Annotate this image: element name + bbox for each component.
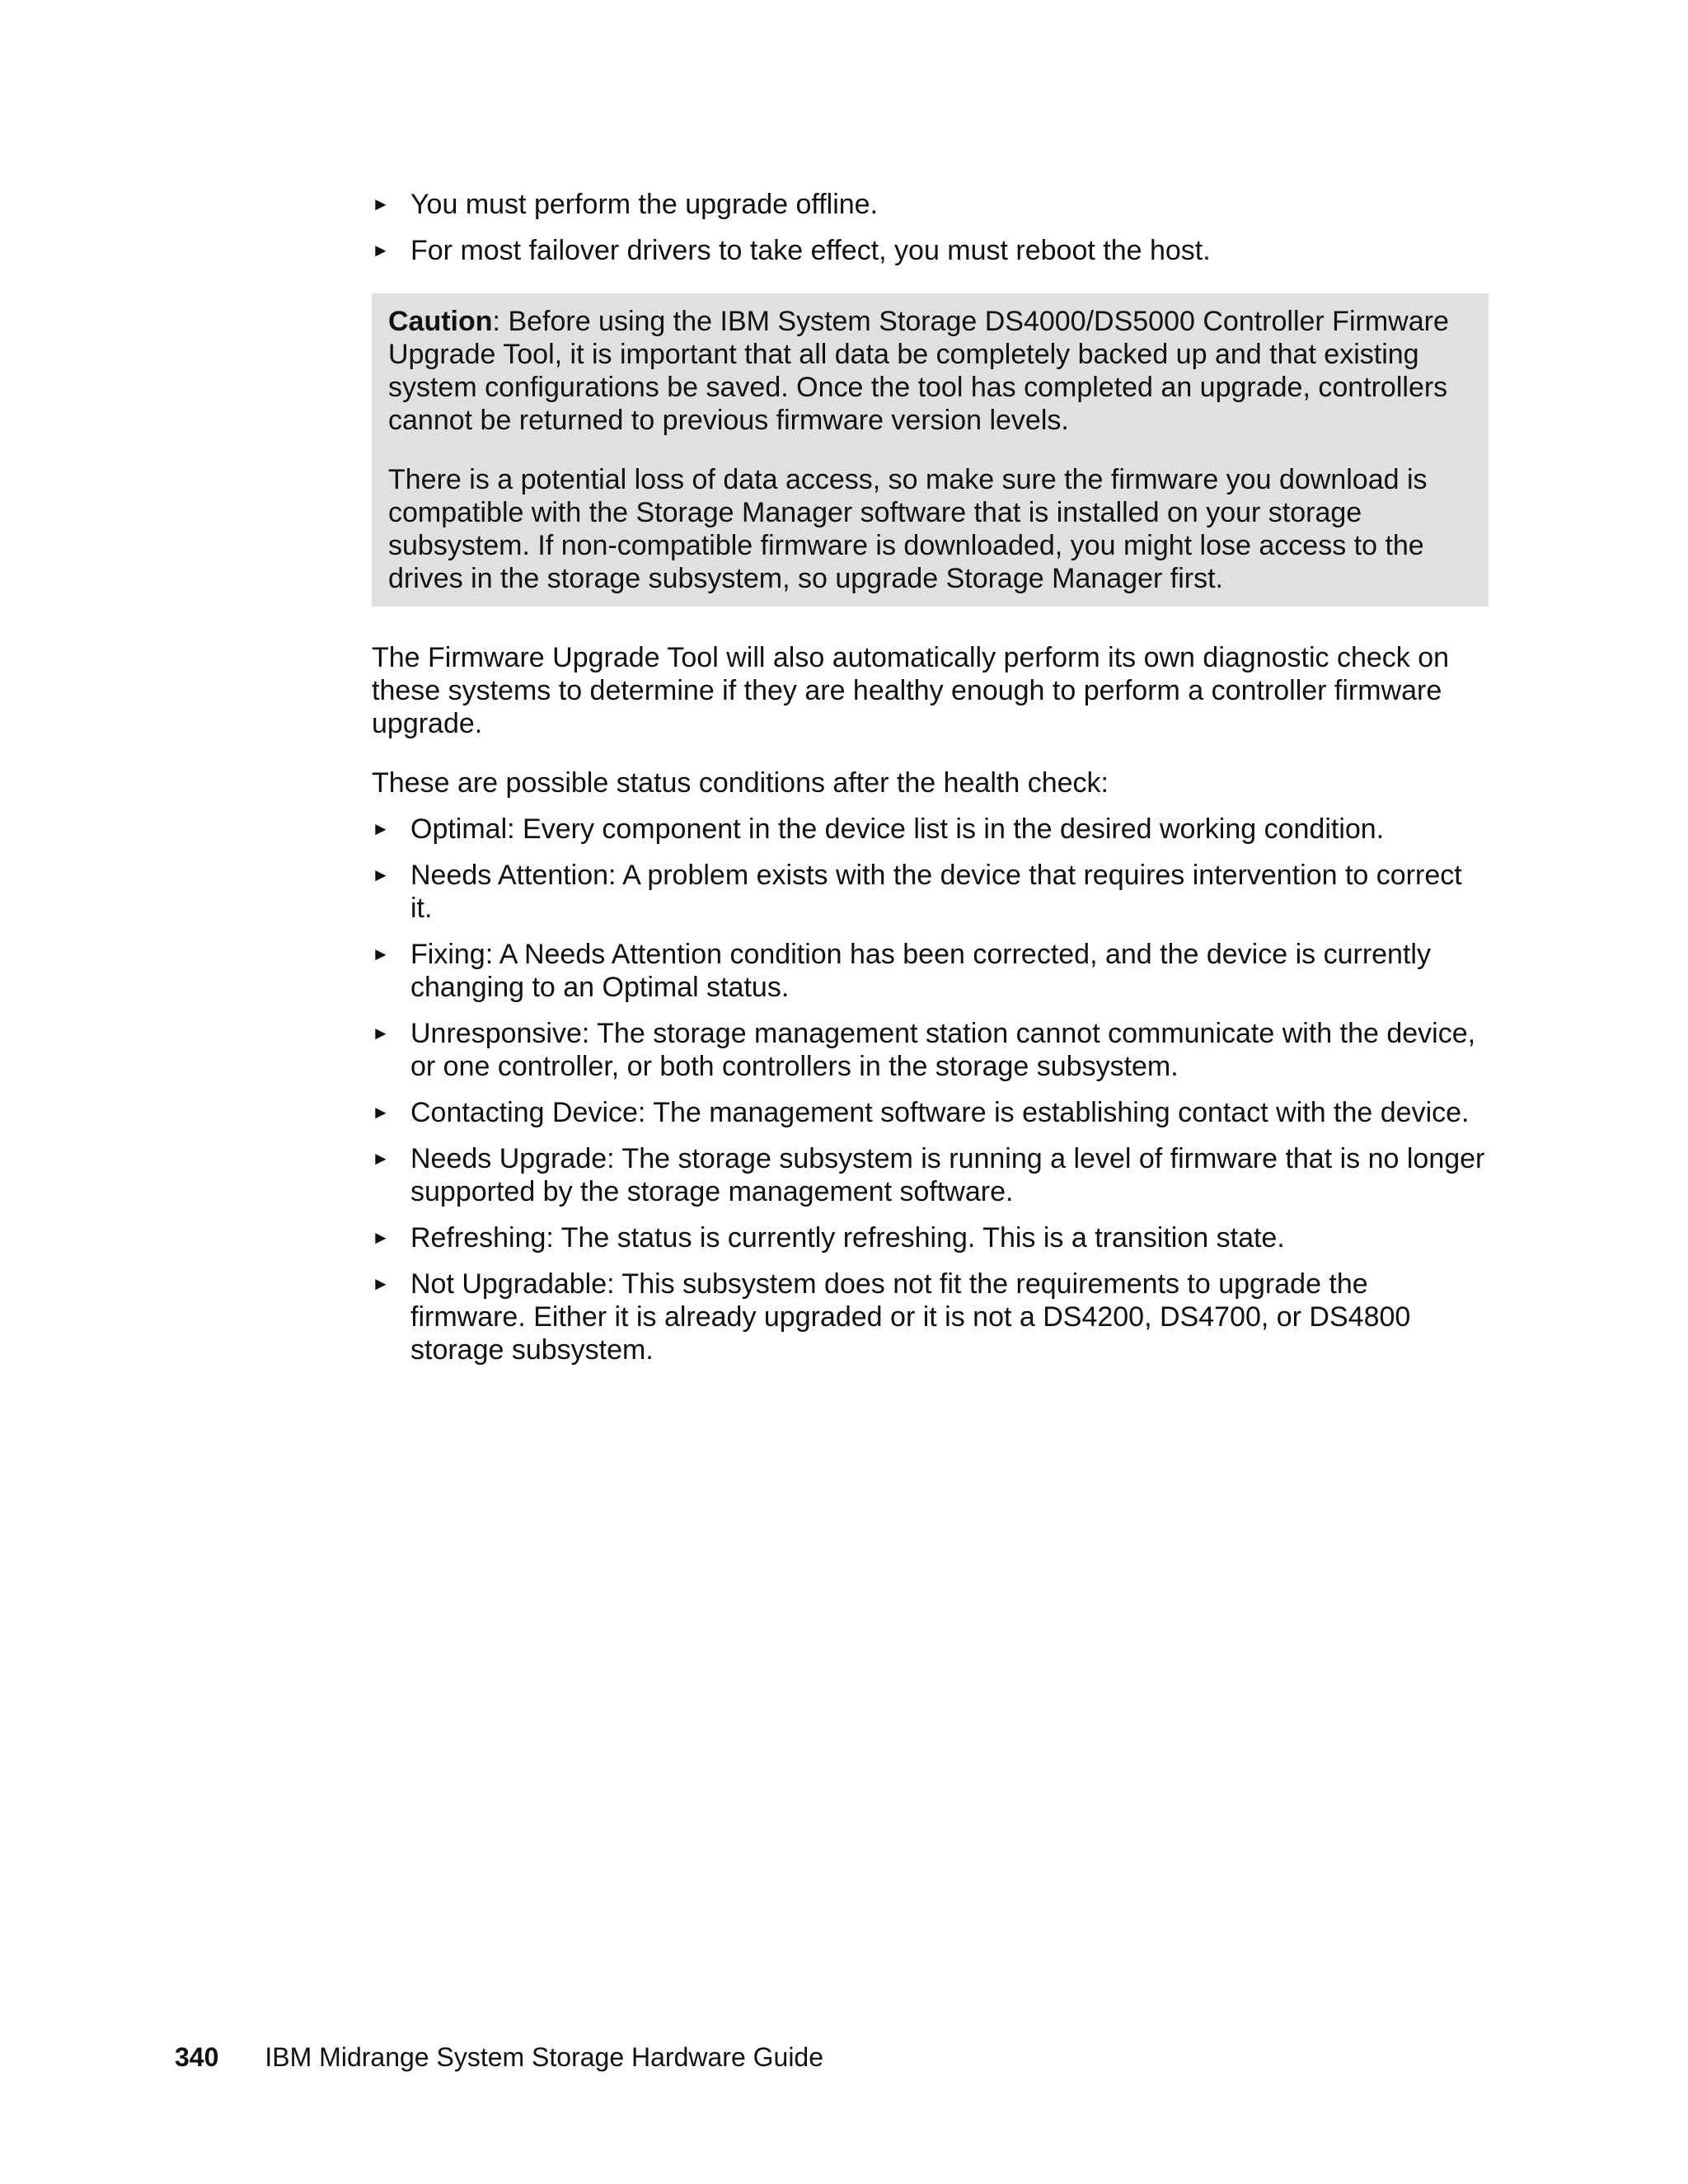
list-item-text: Optimal: Every component in the device list is in the desired working condition. bbox=[410, 813, 1385, 845]
requirements-list bbox=[372, 188, 1489, 267]
list-item bbox=[372, 1017, 1489, 1083]
list-item bbox=[372, 813, 1489, 846]
list-item bbox=[372, 234, 1489, 267]
list-item-text: Contacting Device: The management software is establishing contact with the device. bbox=[410, 1097, 1470, 1128]
bullet-arrow-icon: ► bbox=[372, 818, 390, 839]
caution-box bbox=[372, 293, 1489, 607]
page-footer bbox=[175, 2041, 823, 2074]
bullet-arrow-icon: ► bbox=[372, 194, 390, 214]
list-item bbox=[372, 1142, 1489, 1208]
page-content bbox=[372, 188, 1489, 1380]
list-item-text: For most failover drivers to take effect, you must reboot the host. bbox=[410, 235, 1211, 266]
bullet-arrow-icon: ► bbox=[372, 1148, 390, 1169]
list-item bbox=[372, 1096, 1489, 1129]
list-item bbox=[372, 1221, 1489, 1254]
list-item-text: Needs Upgrade: The storage subsystem is running a level of firmware that is no longer supported by the storage management software. bbox=[410, 1143, 1485, 1207]
caution-paragraph-1 bbox=[388, 305, 1467, 437]
bullet-arrow-icon: ► bbox=[372, 1227, 390, 1248]
list-item-text: You must perform the upgrade offline. bbox=[410, 189, 879, 220]
diagnostic-paragraph: The Firmware Upgrade Tool will also automatically perform its own diagnostic check on these systems to determine if they are healthy enough to perform a controller firmware upgrade. bbox=[372, 642, 1450, 739]
bullet-arrow-icon: ► bbox=[372, 1102, 390, 1122]
list-item bbox=[372, 938, 1489, 1004]
bullet-arrow-icon: ► bbox=[372, 944, 390, 964]
book-title: IBM Midrange System Storage Hardware Guide bbox=[265, 2042, 824, 2072]
caution-text-1: : Before using the IBM System Storage DS4000/DS5000 Controller Firmware Upgrade Tool, it is important that all data be completely backed up and that existing system configurations be saved. Once the tool has completed an upgrade, controllers cannot be returned to previous firmware version levels. bbox=[388, 306, 1449, 436]
bullet-arrow-icon: ► bbox=[372, 1273, 390, 1294]
list-item bbox=[372, 188, 1489, 221]
status-intro: These are possible status conditions after the health check: bbox=[372, 767, 1109, 799]
page-number: 340 bbox=[175, 2042, 219, 2072]
list-item-text: Refreshing: The status is currently refreshing. This is a transition state. bbox=[410, 1222, 1285, 1254]
status-list bbox=[372, 813, 1489, 1366]
list-item-text: Not Upgradable: This subsystem does not fit the requirements to upgrade the firmware. Either it is already upgraded or it is not a DS4200, DS4700, or DS4800 storage subsystem. bbox=[410, 1268, 1411, 1366]
list-item-text: Unresponsive: The storage management station cannot communicate with the device, or one controller, or both controllers in the storage subsystem. bbox=[410, 1018, 1476, 1082]
bullet-arrow-icon: ► bbox=[372, 865, 390, 885]
caution-paragraph-2: There is a potential loss of data access, so make sure the firmware you download is compatible with the Storage Manager software that is installed on your storage subsystem. If non-compatible firmware is downloaded, you might lose access to the drives in the storage subsystem, so upgrade Storage Manager first. bbox=[388, 464, 1428, 594]
bullet-arrow-icon: ► bbox=[372, 240, 390, 260]
list-item-text: Fixing: A Needs Attention condition has been corrected, and the device is currently changing to an Optimal status. bbox=[410, 939, 1431, 1003]
bullet-arrow-icon: ► bbox=[372, 1023, 390, 1043]
caution-label: Caution bbox=[388, 306, 493, 337]
list-item bbox=[372, 1268, 1489, 1366]
list-item-text: Needs Attention: A problem exists with the device that requires intervention to correct it. bbox=[410, 860, 1462, 924]
list-item bbox=[372, 859, 1489, 925]
